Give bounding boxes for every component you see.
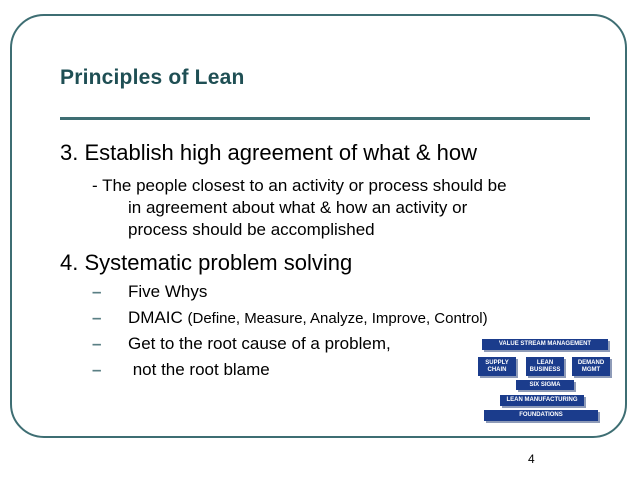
list-item-text: Get to the root cause of a problem,: [128, 334, 391, 353]
point-3-heading: 3. Establish high agreement of what & how: [60, 140, 478, 165]
point-4-heading: 4. Systematic problem solving: [60, 250, 353, 275]
foundations-block: FOUNDATIONS: [484, 410, 598, 421]
lean-manufacturing-block: LEAN MANUFACTURING: [500, 395, 584, 406]
list-item-text: Five Whys: [128, 282, 208, 301]
dash-bullet: –: [92, 282, 102, 301]
point-3-line-1: - The people closest to an activity or process should be: [92, 176, 507, 195]
dash-bullet: –: [92, 308, 102, 327]
point-3-line-2: in agreement about what & how an activity or: [128, 198, 468, 217]
lean-framework-diagram: [478, 339, 610, 425]
point-3-subtext: [92, 175, 507, 241]
page-number: 4: [528, 452, 535, 466]
list-item-text: not the root blame: [128, 360, 270, 379]
list-item-detail: (Define, Measure, Analyze, Improve, Control): [187, 310, 488, 327]
supply-chain-block: SUPPLY CHAIN: [478, 357, 516, 376]
six-sigma-block: SIX SIGMA: [516, 380, 574, 390]
list-item-main: DMAIC: [128, 308, 188, 327]
lean-business-block: LEAN BUSINESS: [526, 357, 564, 376]
demand-mgmt-block: DEMAND MGMT: [572, 357, 610, 376]
dash-bullet: –: [92, 334, 102, 353]
title-divider: [60, 117, 590, 120]
slide-title: Principles of Lean: [60, 66, 245, 89]
value-stream-block: VALUE STREAM MANAGEMENT: [482, 339, 608, 350]
list-item-text: [128, 308, 488, 328]
point-3-line-3: process should be accomplished: [128, 220, 375, 239]
dash-bullet: –: [92, 360, 102, 379]
